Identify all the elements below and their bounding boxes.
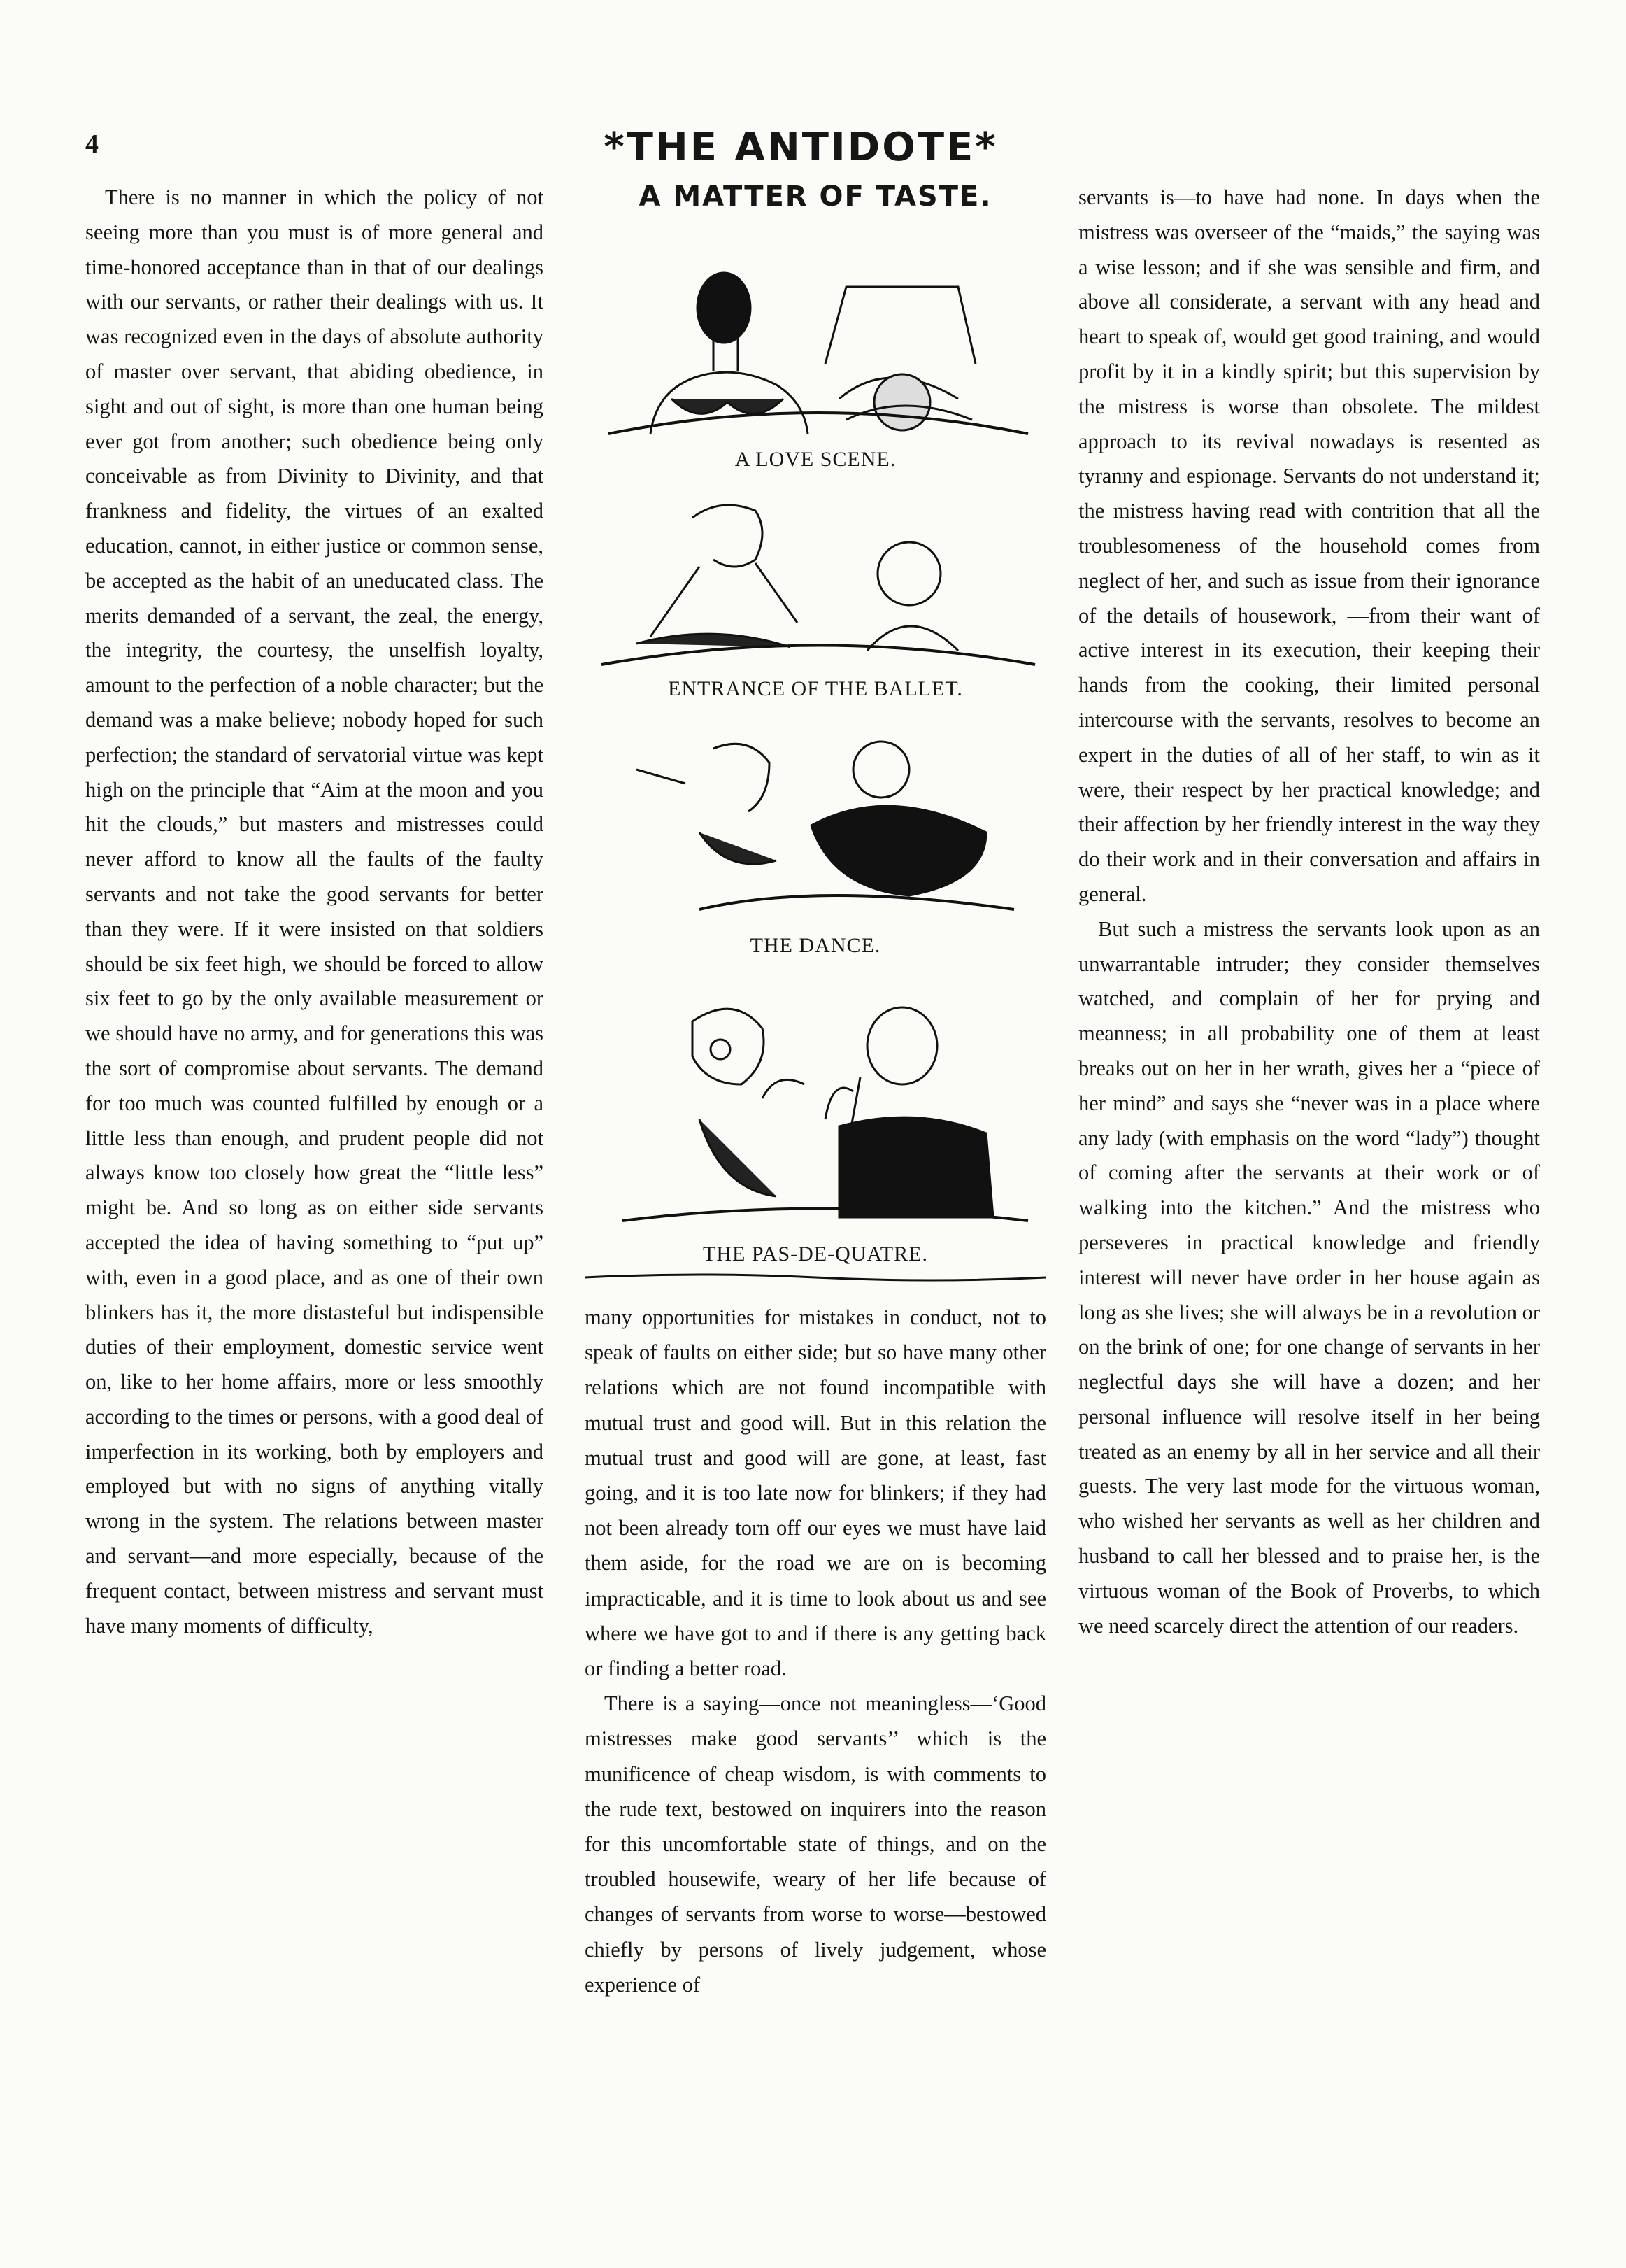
- caption-the-pas-de-quatre: THE PAS-DE-QUATRE.: [703, 1242, 928, 1266]
- journal-title: *THE ANTIDOTE*: [604, 125, 998, 170]
- illustration-title: A MATTER OF TASTE.: [639, 180, 992, 213]
- left-column: [85, 180, 543, 1643]
- wavy-rule: [585, 1272, 1046, 1283]
- article-paragraph: There is no manner in which the policy of not seeing more than you must is of more general and time-honored acceptance than in that of our dealings with our servants, or rather their dealings with us. It was recognized even in the days of absolute authority of master over servant, that abiding obedience, in sight and out of sight, is more than one human being ever got from another; such obedience being only conceivable as from Divinity to Divinity, and that frankness and fidelity, the virtues of an exalted education, cannot, in either justice or common sense, be accepted as the habit of an uneducated class. The merits demanded of a servant, the zeal, the energy, the integrity, the courtesy, the unselfish loyalty, amount to the perfection of a noble character; but the demand was a make believe; nobody hoped for such perfection; the standard of servatorial virtue was kept high on the principle that “Aim at the moon and you hit the clouds,” but masters and mistresses could never afford to know all the faults of the faulty servants and not take the good servants for better than they were. If it were insisted on that soldiers should be six feet high, we should be forced to allow six feet to go by the only available measurement or we should have no army, and for generations this was the sort of compromise about servants. The demand for too much was counted fulfilled by enough or a little less than enough, and prudent people did not always know too closely how great the “little less” might be. And so long as on either side servants accepted the idea of having something to “put up” with, even in a good place, and as one of their own blinkers has it, the more distasteful but indispensible duties of their employment, domestic service went on, like to her home affairs, more or less smoothly according to the times or persons, with a good deal of imperfection in its working, both by employers and employed but with no signs of anything vitally wrong in the system. The relations between master and servant—and more especially, because of the frequent contact, between mistress and servant must have many moments of difficulty,: [85, 185, 543, 1638]
- article-paragraph: There is a saying—once not meaningless—‘Good mistresses make good servants’’ which is the munificence of cheap wisdom, is with comments to the rude text, bestowed on inquirers into the reason for this uncomfortable state of things, and on the troubled housewife, weary of her life because of changes of servants from worse to worse—bestowed chiefly by persons of lively judgement, whose experience of: [585, 1692, 1046, 1997]
- article-paragraph: servants is—to have had none. In days when the mistress was overseer of the “maids,” the saying was a wise lesson; and if she was sensible and firm, and above all considerate, a servant with any head and heart to speak of, would get good training, and would profit by it in a kindly spirit; but this supervision by the mistress is worse than obsolete. The mildest approach to its revival nowadays is resented as tyranny and espionage. Servants do not understand it; the mistress having read with contrition that all the troublesomeness of the household comes from neglect of her, and such as issue from their ignorance of the details of housework, —from their want of active interest in its execution, their keeping their hands from the cooking, their limited personal intercourse with the servants, resolves to become an expert in the duties of all of her staff, to win as it were, their respect by her practical knowledge; and their affection by her friendly interest in the way they do their work and in their conversation and affairs in general.: [1078, 185, 1540, 906]
- masthead: [0, 125, 1626, 173]
- caption-love-scene: A LOVE SCENE.: [734, 448, 897, 471]
- cartoon-panel-the-dance: [594, 721, 1042, 930]
- middle-column: [585, 1300, 1046, 2002]
- article-paragraph: many opportunities for mistakes in conduct, not to speak of faults on either side; but so have many other relations which are not found incompatible with mutual trust and good will. But in this relation the mutual trust and good will are gone, at least, fast going, and it is too late now for blinkers; if they had not been already torn off our eyes we must have laid them aside, for the road we are on is becoming impracticable, and it is time to look about us and see where we have got to and if there is any getting back or finding a better road.: [585, 1305, 1046, 1681]
- cartoon-panel-love-scene: [594, 224, 1042, 441]
- caption-the-dance: THE DANCE.: [750, 934, 881, 957]
- right-column: [1078, 180, 1540, 1643]
- cartoon-panel-entrance-of-the-ballet: [594, 483, 1042, 672]
- cartoon-panel-the-pas-de-quatre: [594, 986, 1042, 1231]
- page-number: 4: [85, 129, 99, 159]
- caption-entrance-of-the-ballet: ENTRANCE OF THE BALLET.: [668, 677, 963, 700]
- article-paragraph: But such a mistress the servants look upon as an unwarrantable intruder; they consider themselves watched, and complain of her for prying and meanness; in all probability one of them at least breaks out on her in her wrath, gives her a “piece of her mind” and says she “never was in a place where any lady (with emphasis on the word “lady”) thought of coming after the servants at their work or of walking into the kitchen.” And the mistress who perseveres in practical knowledge and friendly interest will never have order in her house again as long as she lives; she will always be in a revolution or on the brink of one; for one change of servants in her neglectful days she will have a dozen; and her personal influence will resolve itself in her being treated as an enemy by all in her service and all their guests. The very last mode for the virtuous woman, who wished her servants as well as her children and husband to call her blessed and to praise her, is the virtuous woman of the Book of Proverbs, to which we need scarcely direct the attention of our readers.: [1078, 916, 1540, 1638]
